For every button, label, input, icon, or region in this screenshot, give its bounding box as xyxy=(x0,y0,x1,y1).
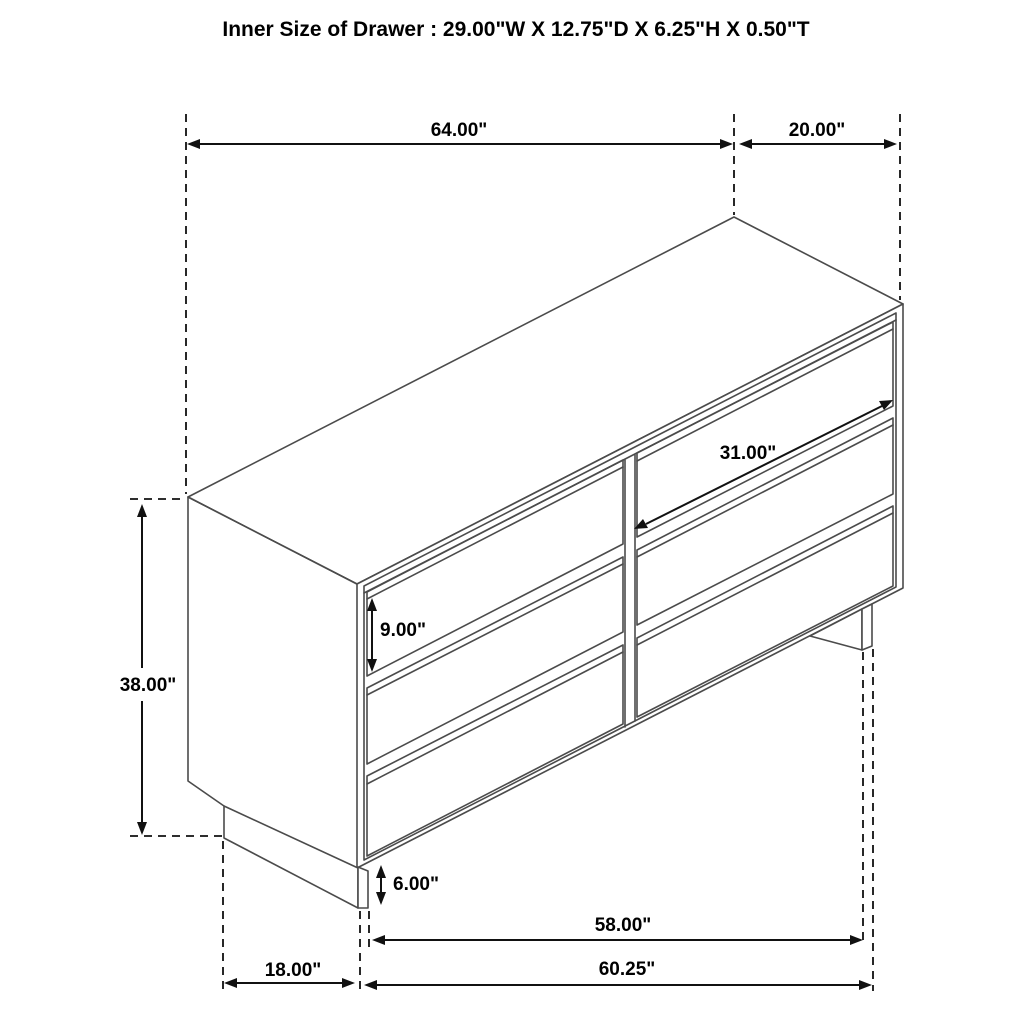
leg-front-face xyxy=(862,604,872,650)
arrowhead-left xyxy=(187,139,200,149)
dimension-label-base-height: 6.00" xyxy=(393,874,439,895)
arrowhead-left xyxy=(224,978,237,988)
page-title: Inner Size of Drawer : 29.00"W X 12.75"D X 6.25"H X 0.50"T xyxy=(222,18,810,41)
dimension-6 xyxy=(376,865,439,905)
arrowhead-left xyxy=(372,935,385,945)
dimension-38 xyxy=(120,504,177,835)
dimension-label-leg-span-outer: 60.25" xyxy=(598,959,656,980)
arrowhead-right xyxy=(884,139,897,149)
arrowhead-left xyxy=(739,139,752,149)
arrowhead-down xyxy=(137,822,147,835)
dimension-60 xyxy=(364,959,872,990)
base-front-corner-face xyxy=(358,867,368,908)
arrowhead-right xyxy=(859,980,872,990)
dimension-label-leg-span-inner: 58.00" xyxy=(594,915,652,936)
dimension-label-drawer-width: 31.00" xyxy=(719,443,777,464)
dimension-label-height: 38.00" xyxy=(119,675,177,696)
arrowhead-right xyxy=(850,935,863,945)
arrowhead-up xyxy=(137,504,147,517)
dimension-label-top-width: 64.00" xyxy=(430,120,488,141)
arrowhead-right xyxy=(342,978,355,988)
arrowhead-right xyxy=(720,139,733,149)
dimension-label-base-setback: 18.00" xyxy=(264,960,322,981)
dimension-64 xyxy=(187,120,733,149)
dimension-58 xyxy=(372,915,863,945)
dimension-label-top-depth: 20.00" xyxy=(788,120,846,141)
cabinet-drawing xyxy=(188,217,903,908)
arrowhead-up xyxy=(376,865,386,878)
dimension-18 xyxy=(224,960,355,988)
base-left-face xyxy=(224,806,358,908)
dimension-label-drawer-height: 9.00" xyxy=(380,620,426,641)
base-plinth xyxy=(224,806,368,908)
arrowhead-left xyxy=(364,980,377,990)
dimension-20 xyxy=(739,120,897,149)
arrowhead-down xyxy=(376,892,386,905)
